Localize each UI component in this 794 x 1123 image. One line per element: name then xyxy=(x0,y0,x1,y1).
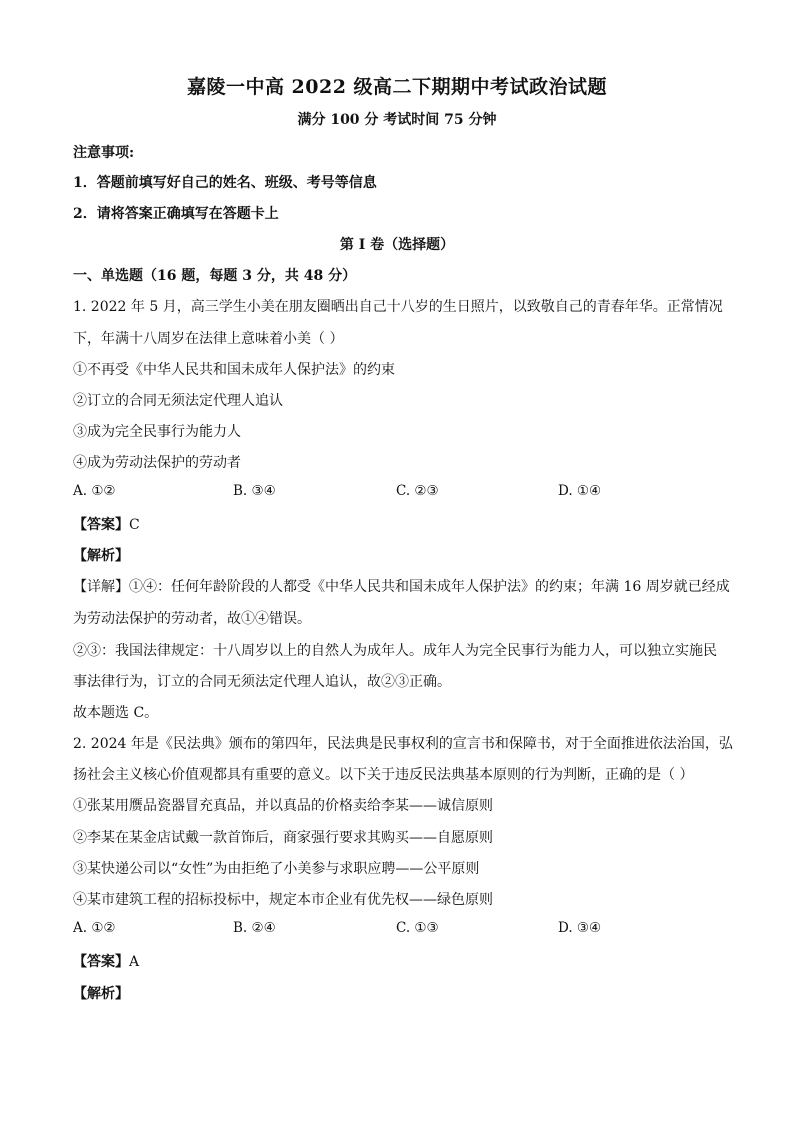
q1-statement: ④成为劳动法保护的劳动者 xyxy=(73,455,241,471)
q1-answer xyxy=(73,514,140,534)
q1-detail-line: 为劳动法保护的劳动者，故①④错误。 xyxy=(73,611,311,627)
q1-statement: ①不再受《中华人民共和国未成年人保护法》的约束 xyxy=(73,362,395,378)
notes-heading: 注意事项: xyxy=(73,145,135,161)
answer-value: C xyxy=(129,517,140,533)
q2-statement: ①张某用赝品瓷器冒充真品，并以真品的价格卖给李某——诚信原则 xyxy=(73,798,493,814)
q1-option-a: A. ①② xyxy=(73,483,116,499)
q2-statement: ④某市建筑工程的招标投标中，规定本市企业有优先权——绿色原则 xyxy=(73,892,493,908)
q1-option-d: D. ①④ xyxy=(558,483,602,499)
notes-item: 2．请将答案正确填写在答题卡上 xyxy=(73,206,279,222)
q2-option-a: A. ①② xyxy=(73,920,116,936)
q2-analysis-label: 【解析】 xyxy=(73,986,129,1002)
q2-option-d: D. ③④ xyxy=(558,920,602,936)
q1-stem-line: 1. 2022 年 5 月，高三学生小美在朋友圈晒出自己十八岁的生日照片，以致敬自己的青春年华。正常情况 xyxy=(73,299,723,315)
q1-statement: ②订立的合同无须法定代理人追认 xyxy=(73,393,283,409)
volume-title: 第 I 卷（选择题） xyxy=(339,237,455,253)
q1-statement: ③成为完全民事行为能力人 xyxy=(73,424,241,440)
q2-option-c: C. ①③ xyxy=(396,920,439,936)
q2-statement: ②李某在某金店试戴一款首饰后，商家强行要求其购买——自愿原则 xyxy=(73,830,493,846)
q1-option-b: B. ③④ xyxy=(233,483,276,499)
q1-analysis-label: 【解析】 xyxy=(73,548,129,564)
q2-stem-line: 扬社会主义核心价值观都具有重要的意义。以下关于违反民法典基本原则的行为判断，正确的是（ ） xyxy=(73,767,694,783)
q2-statement: ③某快递公司以“女性”为由拒绝了小美参与求职应聘——公平原则 xyxy=(73,861,480,877)
q2-answer xyxy=(73,951,139,971)
exam-title: 嘉陵一中高 2022 级高二下期期中考试政治试题 xyxy=(186,76,608,98)
notes-item: 1．答题前填写好自己的姓名、班级、考号等信息 xyxy=(73,175,377,191)
answer-value: A xyxy=(129,954,140,970)
exam-subtitle: 满分 100 分 考试时间 75 分钟 xyxy=(297,112,497,128)
q1-detail-line: ②③：我国法律规定：十八周岁以上的自然人为成年人。成年人为完全民事行为能力人，可以独立实施民 xyxy=(73,643,717,659)
q1-stem-line: 下，年满十八周岁在法律上意味着小美（ ） xyxy=(73,331,344,347)
q1-option-c: C. ②③ xyxy=(396,483,439,499)
q2-option-b: B. ②④ xyxy=(233,920,276,936)
q2-stem-line: 2. 2024 年是《民法典》颁布的第四年，民法典是民事权利的宣言书和保障书，对于全面推进依法治国，弘 xyxy=(73,736,733,752)
q1-detail-line: 故本题选 C。 xyxy=(73,705,159,721)
part-title: 一、单选题（16 题，每题 3 分，共 48 分） xyxy=(73,268,357,284)
q1-detail-line: 【详解】①④：任何年龄阶段的人都受《中华人民共和国未成年人保护法》的约束；年满 16 周岁就已经成 xyxy=(73,579,730,595)
q1-detail-line: 事法律行为，订立的合同无须法定代理人追认，故②③正确。 xyxy=(73,674,451,690)
answer-label: 【答案】 xyxy=(73,517,129,533)
answer-label: 【答案】 xyxy=(73,954,129,970)
